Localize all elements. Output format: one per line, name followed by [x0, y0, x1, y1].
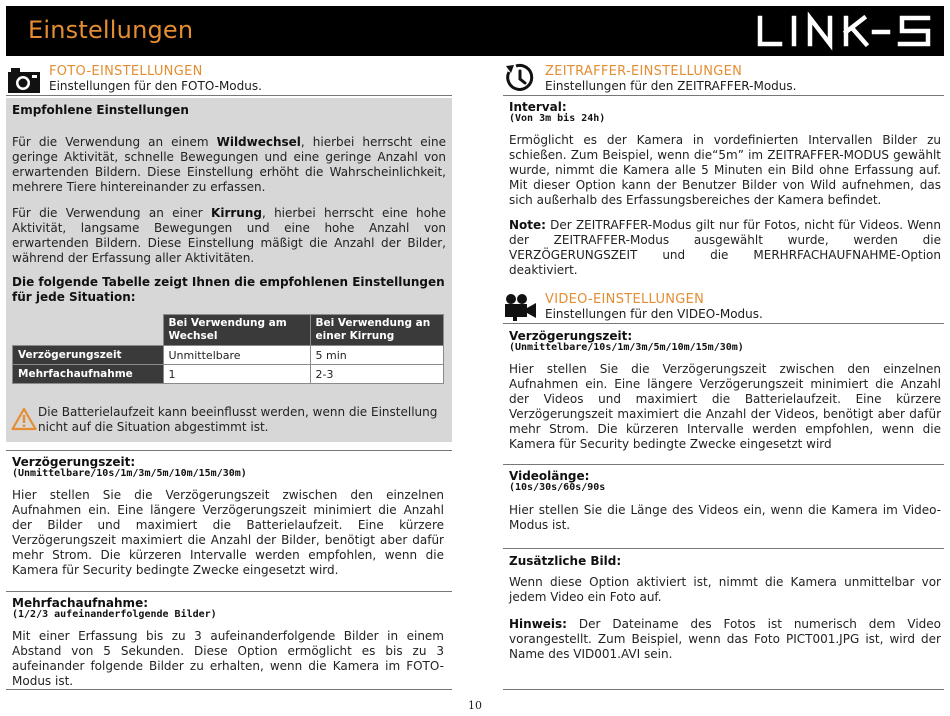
recommended-paragraph-2: Für die Verwendung an einer Kirrung, hierbei herrscht eine hohe Aktivität, langsame Bewegungen und eine hohe Anzahl von erwartenden Bildern. Diese Einstellung mäßigt die Anzahl der Bilder, während der Erfassung aller Aktivitäten.: [12, 206, 446, 265]
interval-range: (Von 3m bis 24h): [509, 113, 606, 124]
video-delay-text: Hier stellen Sie die Verzögerungszeit zwischen den einzelnen Aufnahmen ein. Eine längere Verzögerungszeit minimiert die Anzahl der Videos und maximiert die Batterielaufzeit. Eine kürzere Verzögerungszeit maximiert die Anzahl der Videos, benötigt aber dafür mehr Strom. Die kürzeren Intervalle werden empfohlen, wenn die Kamera für Security bedingte Zwecke eingesetzt wird: [509, 362, 941, 451]
camera-icon: [7, 66, 41, 96]
extra-photo-text: Wenn diese Option aktiviert ist, nimmt die Kamera unmittelbar vor jedem Video ein Foto auf.: [509, 575, 941, 604]
table-cell: Unmittelbare: [163, 346, 310, 365]
extra-photo-title: Zusätzliche Bild:: [509, 554, 622, 568]
table-row-label: Verzögerungszeit: [13, 346, 164, 365]
page-title: Einstellungen: [28, 16, 194, 44]
hint-text: Hinweis: Der Dateiname des Fotos ist numerisch dem Video vorangestellt. Zum Beispiel, wenn das Foto PICT001.JPG ist, wird der Name des VID001.AVI sein.: [509, 617, 941, 661]
table-intro: Die folgende Tabelle zeigt Ihnen die empfohlenen Einstellungen für jede Situation:: [12, 275, 445, 304]
interval-title: Interval:: [509, 100, 567, 114]
recommended-heading: Empfohlene Einstellungen: [12, 103, 189, 117]
table-row: [13, 346, 444, 365]
battery-warning-text: Die Batterielaufzeit kann beeinflusst werden, wenn die Einstellung nicht auf die Situation abgestimmt ist.: [38, 405, 438, 434]
divider: [6, 689, 452, 690]
divider: [6, 95, 452, 96]
video-length-text: Hier stellen Sie die Länge des Videos ein, wenn die Kamera im Video-Modus ist.: [509, 503, 941, 532]
header-bar: [6, 6, 944, 56]
recommended-settings-table: [12, 314, 444, 384]
page-number: 10: [468, 699, 482, 712]
divider: [503, 323, 944, 324]
timelapse-icon: [503, 62, 537, 92]
video-settings-title: VIDEO-EINSTELLUNGEN: [545, 292, 705, 307]
video-settings-subtitle: Einstellungen für den VIDEO-Modus.: [545, 307, 763, 321]
brand-logo: [752, 10, 940, 52]
warning-icon: [11, 407, 37, 431]
interval-text: Ermöglicht es der Kamera in vordefinierten Intervallen Bilder zu schießen. Zum Beispiel, wenn die“5m” im ZEITRAFFER-MODUS gewählt wurde, nimmt die Kamera alle 5 Minuten ein Bild ohne Erfassung auf. Mit dieser Option kann der Benutzer Bilder von Wild aufnehmen, das sich außerhalb des Erfassungsbereiches der Kamera befindet.: [509, 133, 941, 207]
table-cell: 1: [163, 365, 310, 384]
delay-text: Hier stellen Sie die Verzögerungszeit zwischen den einzelnen Aufnahmen ein. Eine längere Verzögerungszeit minimiert die Anzahl der Bilder und maximiert die Batterielaufzeit. Eine kürzere Verzögerungszeit maximiert die Anzahl der Bilder, benötigt aber dafür mehr Strom. Die kürzeren Intervalle werden empfohlen, wenn die Kamera für Security bedingte Zwecke eingesetzt wird.: [12, 488, 444, 577]
divider: [6, 591, 452, 592]
timelapse-settings-subtitle: Einstellungen für den ZEITRAFFER-Modus.: [545, 79, 797, 93]
video-length-title: Videolänge:: [509, 469, 590, 483]
timelapse-note: Note: Der ZEITRAFFER-Modus gilt nur für Fotos, nicht für Videos. Wenn der ZEITRAFFER-Modus ausgewählt wurde, werden die VERZÖGERUNGSZEIT und die MERHRFACHAUFNAHME-Option deaktiviert.: [509, 218, 941, 277]
timelapse-settings-title: ZEITRAFFER-EINSTELLUNGEN: [545, 64, 743, 79]
multi-shot-title: Mehrfachaufnahme:: [12, 596, 149, 610]
table-header-cell: Bei Verwendung an einer Kirrung: [310, 315, 443, 346]
multi-shot-options: (1/2/3 aufeinanderfolgende Bilder): [12, 609, 217, 620]
table-row: [13, 365, 444, 384]
divider: [503, 689, 944, 690]
delay-options: (Unmittelbare/10s/1m/3m/5m/10m/15m/30m): [12, 468, 247, 479]
video-delay-title: Verzögerungszeit:: [509, 329, 633, 343]
recommended-settings-panel: [6, 98, 452, 442]
divider: [503, 548, 944, 549]
video-camera-icon: [503, 293, 537, 323]
table-row-label: Mehrfachaufnahme: [13, 365, 164, 384]
divider: [503, 464, 944, 465]
divider: [6, 450, 452, 451]
table-cell: 5 min: [310, 346, 443, 365]
photo-settings-subtitle: Einstellungen für den FOTO-Modus.: [49, 79, 262, 93]
photo-settings-title: FOTO-EINSTELLUNGEN: [49, 64, 203, 79]
table-header-row: [13, 315, 444, 346]
table-header-cell: Bei Verwendung am Wechsel: [163, 315, 310, 346]
video-delay-options: (Unmittelbare/10s/1m/3m/5m/10m/15m/30m): [509, 342, 744, 353]
video-length-options: (10s/30s/60s/90s: [509, 482, 606, 493]
recommended-paragraph-1: Für die Verwendung an einem Wildwechsel, hierbei herrscht eine geringe Aktivität, schnelle Bewegungen und eine geringe Anzahl von erwartenden Bildern. Diese Einstellung erhöht die Wahrscheinlichkeit, mehrere Tiere hintereinander zu erfassen.: [12, 135, 446, 194]
table-cell: 2-3: [310, 365, 443, 384]
divider: [503, 95, 944, 96]
delay-title: Verzögerungszeit:: [12, 455, 136, 469]
multi-shot-text: Mit einer Erfassung bis zu 3 aufeinanderfolgende Bilder in einem Abstand von 5 Sekunden. Diese Option ermöglicht es bis zu 3 aufeinander folgende Bilder zu erhalten, wenn die Kamera im FOTO-Modus ist.: [12, 629, 444, 688]
